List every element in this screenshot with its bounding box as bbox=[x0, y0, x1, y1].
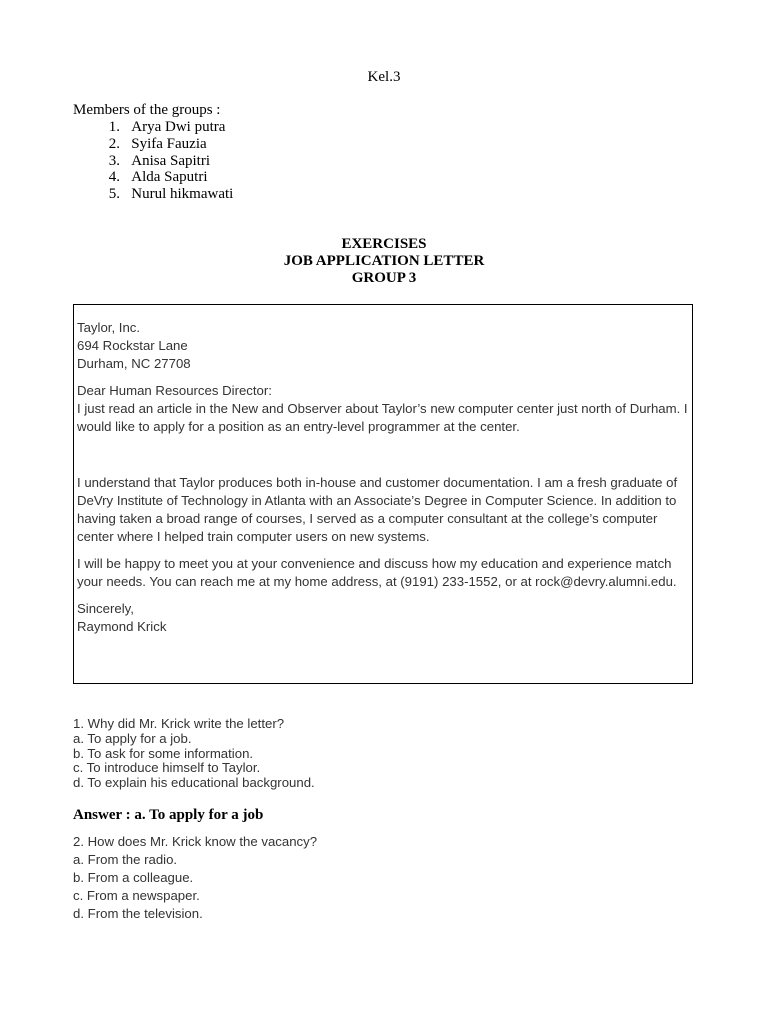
question-2-option-a: a. From the radio. bbox=[73, 852, 178, 867]
member-name: Arya Dwi putra bbox=[131, 119, 226, 135]
question-2-option-b: b. From a colleague. bbox=[73, 870, 194, 885]
member-name: Anisa Sapitri bbox=[131, 152, 210, 169]
member-number: 5. bbox=[108, 186, 120, 203]
letter-paragraph-3: I will be happy to meet you at your convenience and discuss how my education and experience match your needs. You can reach me at my home address, at (9191) 233-1552, or at rock@devry.alumni.edu. bbox=[77, 556, 677, 589]
letter-closing: Sincerely, bbox=[77, 601, 134, 616]
title-line-exercises: EXERCISES bbox=[341, 236, 427, 252]
members-heading: Members of the groups : bbox=[73, 102, 221, 118]
letter-paragraph-2: I understand that Taylor produces both in-house and customer documentation. I am a fresh graduate of DeVry Institute of Technology in Atlanta with an Associate’s Degree in Computer Science. In addition to having taken a broad range of courses, I served as a computer consultant at the college’s computer center where I helped train computer users on new systems. bbox=[77, 475, 678, 544]
member-number: 2. bbox=[108, 135, 120, 152]
members-list bbox=[73, 119, 233, 203]
address-company: Taylor, Inc. bbox=[77, 320, 141, 335]
exercise-title bbox=[0, 236, 768, 287]
member-name: Nurul hikmawati bbox=[131, 186, 234, 203]
member-number: 1. bbox=[108, 119, 120, 135]
title-line-letter: JOB APPLICATION LETTER bbox=[283, 253, 485, 269]
question-1-option-a: a. To apply for a job. bbox=[73, 730, 192, 746]
question-1-option-d: d. To explain his educational background. bbox=[73, 775, 315, 791]
member-item bbox=[73, 169, 233, 186]
letter-signature: Raymond Krick bbox=[77, 619, 167, 634]
group-label: Kel.3 bbox=[367, 69, 401, 85]
member-name: Alda Saputri bbox=[131, 169, 208, 186]
member-item bbox=[73, 153, 233, 170]
question-2-text: 2. How does Mr. Krick know the vacancy? bbox=[73, 834, 318, 849]
letter-paragraph-1: I just read an article in the New and Observer about Taylor’s new computer center just north of Durham. I would like to apply for a position as an entry-level programmer at the center. bbox=[77, 401, 688, 434]
question-1-text: 1. Why did Mr. Krick write the letter? bbox=[73, 716, 285, 731]
member-number: 3. bbox=[108, 152, 120, 169]
letter-box bbox=[73, 304, 693, 684]
letter-salutation: Dear Human Resources Director: bbox=[77, 383, 272, 398]
title-line-group: GROUP 3 bbox=[351, 270, 417, 286]
member-number: 4. bbox=[108, 169, 120, 186]
question-1-answer: Answer : a. To apply for a job bbox=[73, 807, 264, 823]
question-1-option-c: c. To introduce himself to Taylor. bbox=[73, 760, 261, 776]
member-item bbox=[73, 136, 233, 153]
member-item bbox=[73, 119, 233, 136]
address-city: Durham, NC 27708 bbox=[77, 356, 191, 371]
question-1 bbox=[73, 717, 315, 791]
address-street: 694 Rockstar Lane bbox=[77, 338, 188, 353]
question-2-option-c: c. From a newspaper. bbox=[73, 888, 200, 903]
question-2-option-d: d. From the television. bbox=[73, 906, 203, 921]
member-name: Syifa Fauzia bbox=[131, 135, 207, 152]
question-2 bbox=[73, 833, 317, 923]
member-item bbox=[73, 186, 233, 203]
question-1-option-b: b. To ask for some information. bbox=[73, 745, 254, 761]
